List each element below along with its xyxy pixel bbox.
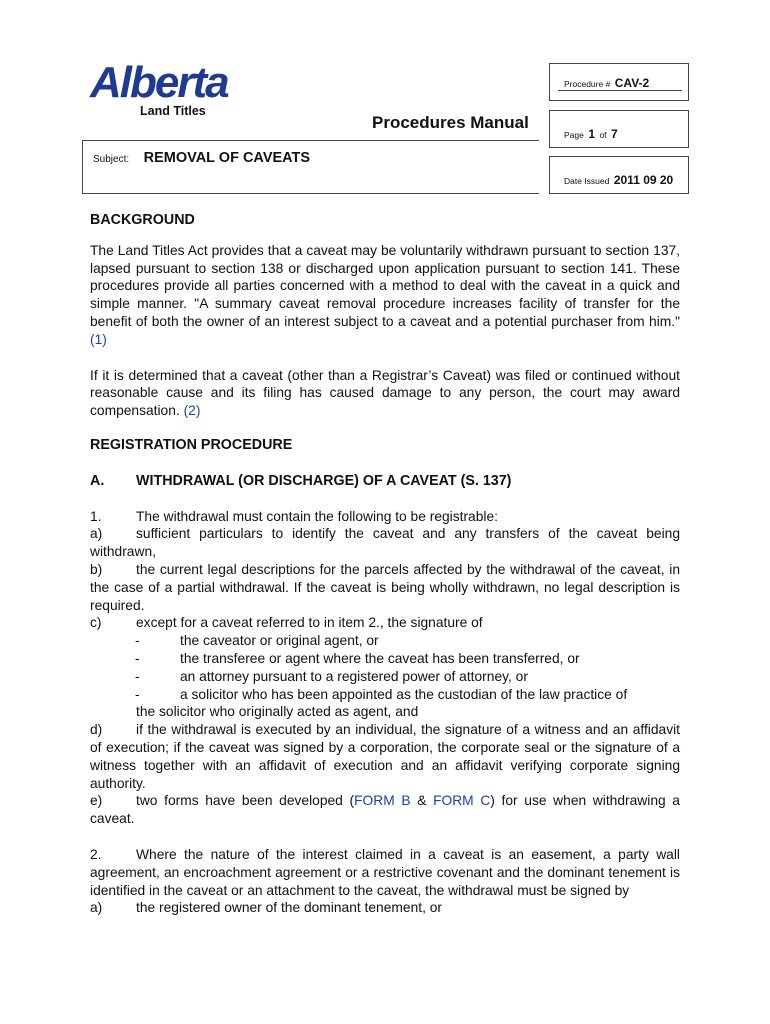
date-box xyxy=(549,156,689,194)
subject-value: REMOVAL OF CAVEATS xyxy=(143,150,311,166)
date-value: 2011 09 20 xyxy=(613,173,674,187)
page-number: 1 xyxy=(588,127,595,141)
registration-heading: REGISTRATION PROCEDURE xyxy=(90,436,293,453)
background-para-1: The Land Titles Act provides that a caveat may be voluntarily withdrawn pursuant to section 137, lapsed pursuant to section 138 or discharged upon application pursuant to section 141. These procedures provide all parties concerned with a method to deal with the caveat in a quick and simple manner. "A summary caveat removal procedure increases facility of transfer for the benefit of both the owner of an interest subject to a caveat and a potential purchaser from him." (1) xyxy=(90,242,680,347)
c-dash-4: - a solicitor who has been appointed as the custodian of the law practice of xyxy=(135,686,628,702)
footnote-link-2[interactable]: (2) xyxy=(183,403,201,419)
item-d: d) if the withdrawal is executed by an individual, the signature of a witness and an affidavit of execution; if the caveat was signed by a corporation, the corporate seal or the signature of a witness together with an affidavit of execution and an affidavit verifying corporate signing authority. xyxy=(90,722,680,791)
c-dash-1: - the caveator or original agent, or xyxy=(135,633,379,649)
c-dash-3: - an attorney pursuant to a registered power of attorney, or xyxy=(135,668,528,684)
item-a: a) sufficient particulars to identify the caveat and any transfers of the caveat being withdrawn, xyxy=(90,526,680,560)
page-of: of xyxy=(599,130,607,140)
c-dash-2: - the transferee or agent where the caveat has been transferred, or xyxy=(135,650,580,666)
footnote-link-1[interactable]: (1) xyxy=(90,331,107,347)
background-heading: BACKGROUND xyxy=(90,212,195,228)
manual-title: Procedures Manual xyxy=(372,113,529,132)
procedure-label: Procedure # xyxy=(564,79,611,89)
alberta-logo: Alberta xyxy=(90,58,228,107)
page-total: 7 xyxy=(611,127,618,141)
logo-subtitle: Land Titles xyxy=(140,104,206,118)
section-a-title: A. WITHDRAWAL (OR DISCHARGE) OF A CAVEAT (S. 137) xyxy=(90,472,512,489)
item-b: b) the current legal descriptions for the parcels affected by the withdrawal of the caveat, in the case of a partial withdrawal. If the caveat is being wholly withdrawn, no legal description is required. xyxy=(90,561,680,613)
document-body xyxy=(90,212,680,917)
page-box xyxy=(549,110,689,148)
background-para-2: If it is determined that a caveat (other than a Registrar’s Caveat) was filed or continued without reasonable cause and its filing has caused damage to any person, the court may award compensation. (2) xyxy=(90,367,680,419)
procedure-box xyxy=(549,63,689,101)
date-label: Date Issued xyxy=(564,176,610,186)
item-e: e) two forms have been developed (FORM B & FORM C) for use when withdrawing a caveat. xyxy=(90,793,680,827)
item-1: 1. The withdrawal must contain the following to be registrable: xyxy=(90,508,498,524)
procedure-rule xyxy=(558,90,682,91)
form-b-link[interactable]: FORM B xyxy=(354,793,411,809)
c-continuation: the solicitor who originally acted as agent, and xyxy=(136,704,419,720)
form-c-link[interactable]: FORM C xyxy=(433,793,491,809)
item-2: 2. Where the nature of the interest claimed in a caveat is an easement, a party wall agreement, an encroachment agreement or a restrictive covenant and the dominant tenement is identified in the caveat or an attachment to the caveat, the withdrawal must be signed by xyxy=(90,846,680,898)
page-label: Page xyxy=(564,130,584,140)
item-2-a: a) the registered owner of the dominant tenement, or xyxy=(90,900,443,916)
subject-label: Subject: xyxy=(93,154,130,165)
procedure-value: CAV-2 xyxy=(614,76,650,90)
item-c: c) except for a caveat referred to in item 2., the signature of xyxy=(90,615,483,631)
subject-box xyxy=(82,140,539,194)
